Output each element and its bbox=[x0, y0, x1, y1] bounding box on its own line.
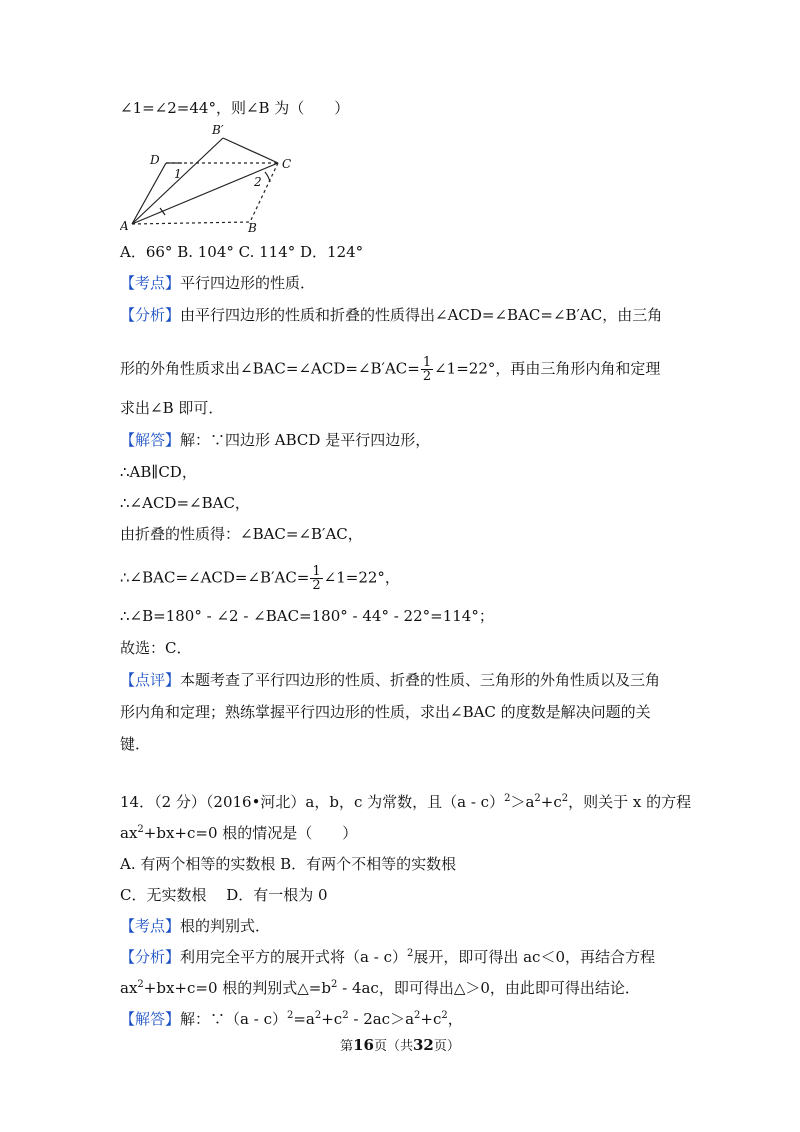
footer-pre: 第 bbox=[340, 1039, 354, 1054]
footer-mid: 页（共 bbox=[373, 1039, 413, 1054]
label-b-prime: B′ bbox=[212, 123, 224, 137]
problem13-dianping-line3: 键． bbox=[120, 735, 151, 753]
problem13-jieda-line5 bbox=[120, 565, 400, 592]
fenxi-tag: 【分析】 bbox=[120, 306, 181, 324]
problem13-jieda-line6: ∴∠B=180° - ∠2 - ∠BAC=180° - 44° - 22°=114°； bbox=[120, 607, 494, 625]
problem14-jieda bbox=[120, 1009, 463, 1029]
sup: 2 bbox=[330, 979, 338, 990]
total-pages: 32 bbox=[413, 1036, 434, 1054]
problem13-fenxi-line2 bbox=[120, 356, 660, 383]
dianping-tag: 【点评】 bbox=[120, 671, 181, 689]
sup: 2 bbox=[561, 793, 569, 804]
sup: 2 bbox=[406, 948, 414, 959]
jieda-mid4: +c bbox=[420, 1010, 442, 1028]
problem14-stem-line2 bbox=[120, 823, 357, 843]
problem14-stem-line1 bbox=[120, 792, 691, 812]
problem13-jieda-line4: 由折叠的性质得：∠BAC=∠B′AC， bbox=[120, 525, 363, 543]
sup: 2 bbox=[342, 1010, 349, 1021]
jieda-text: 解：∵四边形 ABCD 是平行四边形， bbox=[180, 431, 431, 449]
parallelogram-fold-figure bbox=[120, 122, 310, 234]
page-footer bbox=[0, 1035, 800, 1054]
problem13-kaodian bbox=[120, 273, 315, 293]
kaodian-tag: 【考点】 bbox=[120, 917, 181, 935]
frac-num: 1 bbox=[422, 355, 432, 370]
frac-den: 2 bbox=[312, 578, 321, 593]
footer-post: 页） bbox=[433, 1039, 460, 1054]
jieda-tag: 【解答】 bbox=[120, 431, 181, 449]
problem13-jieda-line1 bbox=[120, 430, 430, 450]
jieda-tag: 【解答】 bbox=[120, 1010, 181, 1028]
label-c: C bbox=[282, 157, 292, 171]
sup: 2 bbox=[414, 1010, 421, 1021]
sup: 2 bbox=[137, 824, 144, 835]
label-b: B bbox=[248, 221, 257, 234]
problem13-fenxi-line1 bbox=[120, 305, 662, 325]
kaodian-tag: 【考点】 bbox=[120, 274, 181, 292]
fenxi-line1-pre: 利用完全平方的展开式将（a - c） bbox=[180, 948, 407, 966]
label-angle-1: 1 bbox=[174, 167, 182, 181]
sup: 2 bbox=[441, 1010, 448, 1021]
kaodian-text: 平行四边形的性质． bbox=[180, 274, 316, 292]
jieda-mid1: =a bbox=[293, 1010, 315, 1028]
fraction-one-half bbox=[421, 356, 433, 383]
frac-num: 1 bbox=[312, 564, 321, 579]
sup: 2 bbox=[534, 793, 541, 804]
problem14-kaodian bbox=[120, 916, 270, 936]
sup: 2 bbox=[286, 1010, 294, 1021]
sup: 2 bbox=[504, 793, 511, 804]
problem13-fenxi-line3: 求出∠B 即可． bbox=[120, 399, 224, 417]
fenxi-line2-c: - 4ac，即可得出△＞0，由此即可得出结论． bbox=[337, 979, 640, 997]
fenxi-line1-post: 展开，即可得出 ac＜0，再结合方程 bbox=[413, 948, 656, 966]
problem14-option-cd: C．无实数根 D．有一根为 0 bbox=[120, 886, 328, 904]
sup: 2 bbox=[137, 979, 144, 990]
problem14-fenxi-line1 bbox=[120, 947, 655, 967]
page-number: 16 bbox=[353, 1036, 374, 1054]
problem13-jieda-line3: ∴∠ACD=∠BAC， bbox=[120, 494, 250, 512]
label-d: D bbox=[150, 153, 160, 167]
problem13-options: A．66° B. 104° C. 114° D．124° bbox=[120, 243, 364, 261]
problem13-dianping-line2: 形内角和定理；熟练掌握平行四边形的性质，求出∠BAC 的度数是解决问题的关 bbox=[120, 703, 651, 721]
frac-den: 2 bbox=[422, 369, 432, 384]
fenxi-tag: 【分析】 bbox=[120, 948, 181, 966]
dianping-text: 本题考查了平行四边形的性质、折叠的性质、三角形的外角性质以及三角 bbox=[180, 671, 661, 689]
fenxi-text: 由平行四边形的性质和折叠的性质得出∠ACD=∠BAC=∠B′AC，由三角 bbox=[180, 306, 663, 324]
fraction-one-half bbox=[310, 565, 322, 592]
fenxi-line2-pre: 形的外角性质求出∠BAC=∠ACD=∠B′AC= bbox=[120, 359, 420, 378]
jieda-pre: 解：∵（a - c） bbox=[180, 1010, 287, 1028]
line2-b: +bx+c=0 根的情况是（ ） bbox=[143, 824, 358, 842]
fenxi-line2-b: +bx+c=0 根的判别式△=b bbox=[143, 979, 331, 997]
problem13-jieda-line2: ∴AB∥CD， bbox=[120, 463, 197, 481]
sup: 2 bbox=[314, 1010, 322, 1021]
jieda-line5-pre: ∴∠BAC=∠ACD=∠B′AC= bbox=[120, 568, 310, 587]
line2-a: ax bbox=[120, 824, 138, 842]
kaodian-text: 根的判别式． bbox=[180, 917, 271, 935]
problem14-fenxi-line2 bbox=[120, 978, 640, 998]
problem14-option-ab: A. 有两个相等的实数根 B．有两个不相等的实数根 bbox=[120, 855, 457, 873]
stem-post: ，则关于 x 的方程 bbox=[568, 793, 692, 811]
jieda-post: ， bbox=[447, 1010, 463, 1028]
stem-pre: 14．（2 分）（2016•河北）a，b，c 为常数，且（a - c） bbox=[120, 793, 505, 811]
problem13-jieda-line7: 故选：C． bbox=[120, 639, 192, 657]
jieda-mid2: +c bbox=[321, 1010, 343, 1028]
stem-mid: ＞a bbox=[510, 793, 535, 811]
problem13-dianping-line1 bbox=[120, 670, 660, 690]
fenxi-line2-post: ∠1=22°，再由三角形内角和定理 bbox=[434, 359, 661, 378]
stem-mid2: +c bbox=[540, 793, 562, 811]
fenxi-line2-a: ax bbox=[120, 979, 138, 997]
jieda-mid3: - 2ac＞a bbox=[348, 1010, 415, 1028]
label-a: A bbox=[120, 219, 129, 233]
label-angle-2: 2 bbox=[254, 175, 262, 189]
problem13-stem: ∠1=∠2=44°，则∠B 为（ ） bbox=[120, 99, 350, 117]
jieda-line5-post: ∠1=22°， bbox=[323, 568, 400, 587]
